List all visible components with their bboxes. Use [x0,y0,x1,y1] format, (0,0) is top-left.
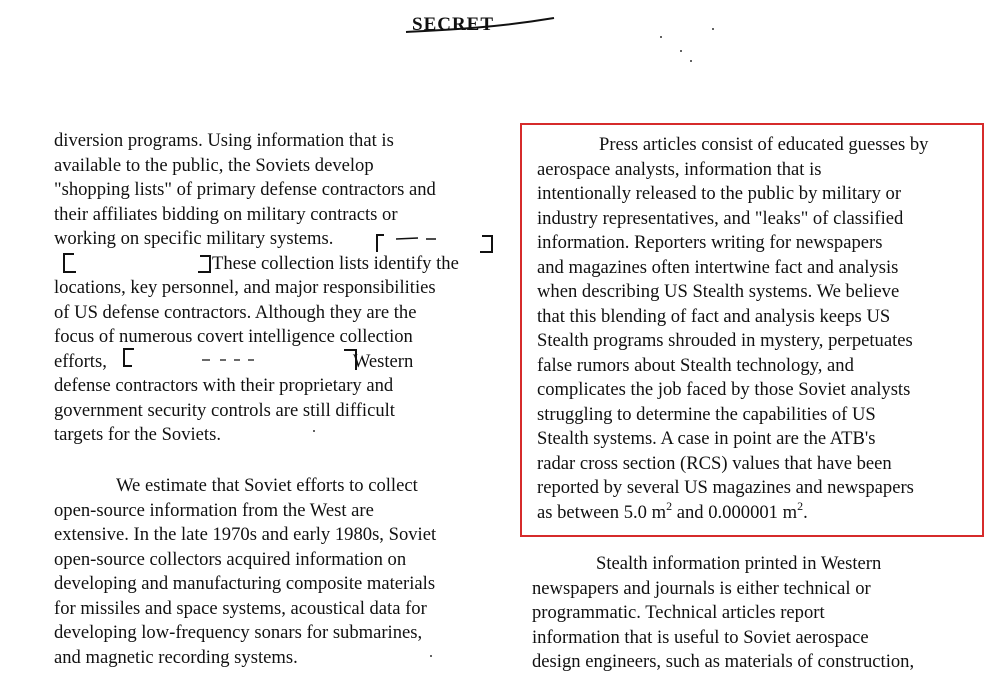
text-line: complicates the job faced by those Soviet analysts [537,379,911,400]
text-line: information. Reporters writing for newspapers [537,232,883,253]
text-line: of US defense contractors. Although they are the [54,301,417,323]
text-line: for missiles and space systems, acoustical data for [54,597,427,619]
text-line: programmatic. Technical articles report [532,602,825,623]
text-line: defense contractors with their proprietary and [54,375,394,396]
text-line: that this blending of fact and analysis keeps US [537,305,891,327]
text-line: aerospace analysts, information that is [537,158,822,180]
text-fragment: Western [352,350,414,372]
text-line: focus of numerous covert intelligence collection [54,326,413,347]
text-line: developing low-frequency sonars for submarines, [54,622,423,643]
text-fragment: These collection lists identify the [212,252,459,274]
right-boxed-paragraph [537,133,977,525]
text-line: their affiliates bidding on military contracts or [54,203,398,225]
rcs-values-line [537,498,977,526]
text-line: available to the public, the Soviets develop [54,154,374,176]
text-line: Stealth systems. A case in point are the ATB's [537,428,876,449]
redaction-bracket [60,250,220,276]
text-line: "shopping lists" of primary defense contractors and [54,179,436,200]
text-line: open-source collectors acquired information on [54,548,407,570]
scan-speck [690,60,692,62]
scan-speck [680,50,682,52]
text-line: struggling to determine the capabilities of US [537,403,876,425]
text-fragment: and 0.000001 m [672,501,798,523]
text-line: false rumors about Stealth technology, and [537,354,854,376]
redaction-bracket [118,346,368,372]
superscript: 2 [797,498,804,513]
text-line: and magazines often intertwine fact and analysis [537,256,899,278]
text-line: targets for the Soviets. [54,424,221,445]
text-line: radar cross section (RCS) values that have been [537,452,892,474]
text-line: developing and manufacturing composite materials [54,573,436,594]
text-line: information that is useful to Soviet aerospace [532,626,869,648]
left-paragraph-1 [54,129,504,448]
text-line: design engineers, such as materials of construction, [532,651,915,672]
text-line: and magnetic recording systems. [54,646,298,668]
text-line: industry representatives, and "leaks" of classified [537,207,904,229]
left-paragraph-2 [54,474,504,670]
text-line: diversion programs. Using information that is [54,130,394,151]
redaction-bracket [374,232,498,256]
scan-speck [430,655,432,657]
scan-speck [313,430,315,432]
text-line: government security controls are still difficult [54,399,395,421]
text-line: Stealth information printed in Western [596,553,882,574]
text-line: locations, key personnel, and major responsibilities [54,277,436,298]
text-line: intentionally released to the public by military or [537,183,902,204]
superscript: 2 [666,498,673,513]
scan-speck [712,28,714,30]
text-line: when describing US Stealth systems. We believe [537,281,900,302]
text-line: Press articles consist of educated guesses by [599,134,929,155]
text-fragment: efforts, [54,350,107,372]
scan-speck [660,36,662,38]
text-line: We estimate that Soviet efforts to collect [116,475,418,496]
text-line: open-source information from the West are [54,499,374,521]
text-fragment: . [803,501,808,523]
classification-strikethrough [404,12,564,42]
classification-marking: SECRET [412,14,495,35]
text-fragment: working on specific military systems. [54,228,334,249]
text-line: Stealth programs shrouded in mystery, perpetuates [537,330,913,351]
text-fragment: as between 5.0 m [537,501,667,523]
text-line: reported by several US magazines and newspapers [537,477,914,498]
text-line: newspapers and journals is either technical or [532,577,871,599]
text-line: extensive. In the late 1970s and early 1980s, Soviet [54,524,437,545]
right-paragraph-2 [532,552,992,675]
